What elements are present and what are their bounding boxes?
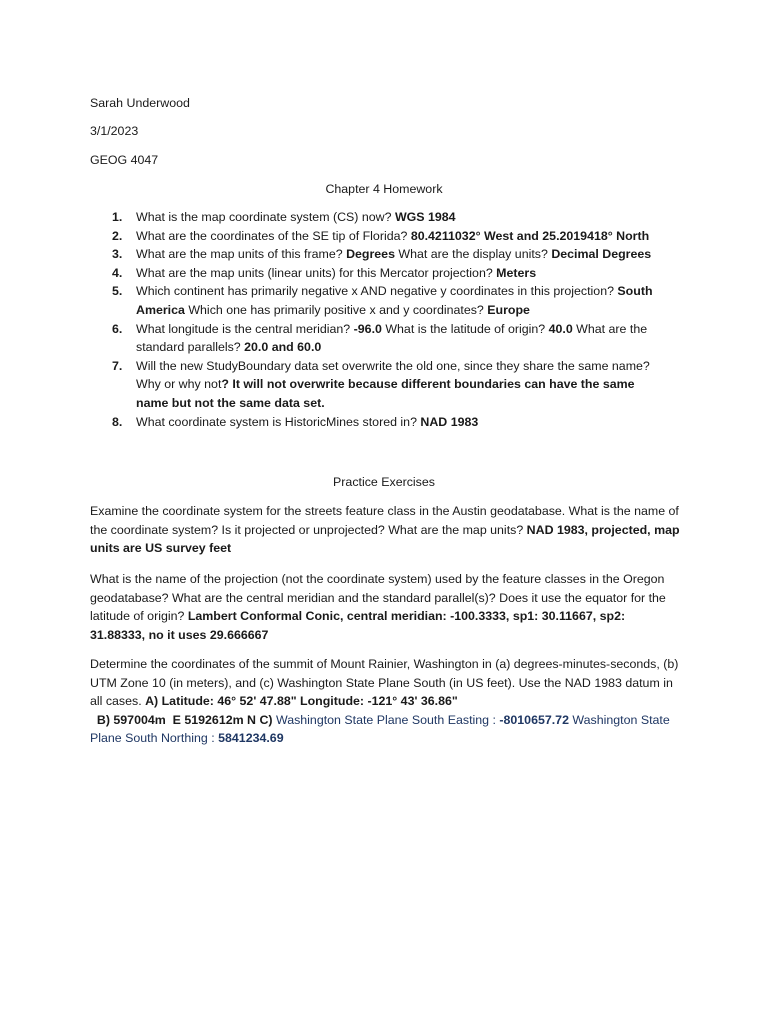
question-number: 6. (112, 321, 123, 336)
question-text: Which continent has primarily negative x AND negative y coordinates in this projection? (136, 284, 618, 299)
question-text: What are the map units (linear units) for this Mercator projection? (136, 265, 497, 280)
question-number: 2. (112, 228, 123, 243)
practice-paragraph-3 (90, 655, 680, 748)
date: 3/1/2023 (90, 124, 139, 138)
question-text: Which one has primarily positive x and y coordinates? (184, 302, 488, 317)
question-answer: WGS 1984 (394, 210, 456, 224)
question-number: 3. (112, 247, 123, 262)
practice-3-question: Determine the coordinates of the summit of Mount Rainier, Washington in (a) degrees-minutes-seconds, (b) UTM Zone 10 (in meters), and (c) Washington State Plane South (in US feet). Use the NAD 1983 datum in all cases. (90, 657, 679, 709)
practice-3-answer-a: A) Latitude: 46° 52' 47.88" Longitude: -121° 43' 36.86" (145, 694, 458, 709)
homework-title: Chapter 4 Homework (325, 182, 443, 196)
question-number: 4. (112, 265, 123, 280)
question-text: What are the standard parallels? (136, 321, 648, 355)
question-number: 8. (112, 414, 123, 429)
practice-1-answer: NAD 1983, projected, map units are US survey feet (90, 522, 680, 556)
practice-3-answer-c-easting: -8010657.72 (499, 712, 569, 727)
practice-3-answer-c-northing: 5841234.69 (218, 731, 284, 746)
question-item (0, 227, 768, 246)
question-answer: South America (136, 284, 653, 317)
question-answer: 40.0 (548, 321, 573, 336)
student-name: Sarah Underwood (90, 96, 190, 110)
question-item (0, 413, 768, 432)
question-answer: Europe (487, 302, 530, 317)
question-answer: Degrees (346, 247, 395, 262)
question-text: What are the map units of this frame? (136, 247, 347, 262)
question-number: 7. (112, 358, 123, 373)
question-text: What coordinate system is HistoricMines stored in? (136, 414, 421, 429)
question-item (0, 357, 768, 413)
practice-paragraph-2 (90, 570, 680, 644)
practice-paragraph-1 (90, 502, 680, 558)
question-answer: -96.0 (353, 321, 382, 336)
practice-1-question: Examine the coordinate system for the streets feature class in the Austin geodatabase. What is the name of the coordinate system? Is it projected or unprojected? What are the map units? (90, 504, 679, 537)
question-answer: Decimal Degrees (551, 247, 652, 262)
question-list (0, 208, 768, 431)
question-text: What are the display units? (394, 247, 552, 262)
question-item (0, 208, 768, 227)
practice-3-answer-b: B) 597004m E 5192612m N C) (90, 712, 276, 727)
question-answer: 20.0 and 60.0 (244, 340, 322, 355)
question-answer: Meters (496, 265, 537, 280)
question-text: What are the coordinates of the SE tip of Florida? (136, 228, 411, 243)
question-answer: 80.4211032° West and 25.2019418° North (410, 228, 650, 243)
question-text: What is the latitude of origin? (381, 321, 549, 336)
question-number: 5. (112, 284, 123, 299)
practice-2-question: What is the name of the projection (not the coordinate system) used by the feature classes in the Oregon geodatabase? What are the central meridian and the standard parallel(s)? Does it use the equator for the latitude of origin? (90, 572, 666, 624)
question-answer: NAD 1983 (420, 414, 479, 429)
question-item (0, 282, 768, 319)
course-code: GEOG 4047 (90, 153, 159, 167)
question-answer: ? It will not overwrite because different boundaries can have the same name but not the same data set. (136, 377, 635, 410)
question-text: Will the new StudyBoundary data set overwrite the old one, since they share the same name? Why or why not (136, 358, 650, 392)
question-text: What longitude is the central meridian? (136, 321, 354, 336)
question-item (0, 245, 768, 264)
question-item (0, 320, 768, 357)
question-text: What is the map coordinate system (CS) now? (136, 210, 395, 224)
question-item (0, 264, 768, 283)
practice-title: Practice Exercises (333, 475, 435, 489)
practice-3-answer-c-label-2: Washington State Plane South Northing : (90, 712, 670, 746)
practice-3-answer-c-label: Washington State Plane South Easting : (275, 712, 500, 727)
practice-2-answer: Lambert Conformal Conic, central meridian: -100.3333, sp1: 30.11667, sp2: 31.88333, no it uses 29.666667 (90, 609, 626, 642)
question-number: 1. (112, 210, 123, 224)
